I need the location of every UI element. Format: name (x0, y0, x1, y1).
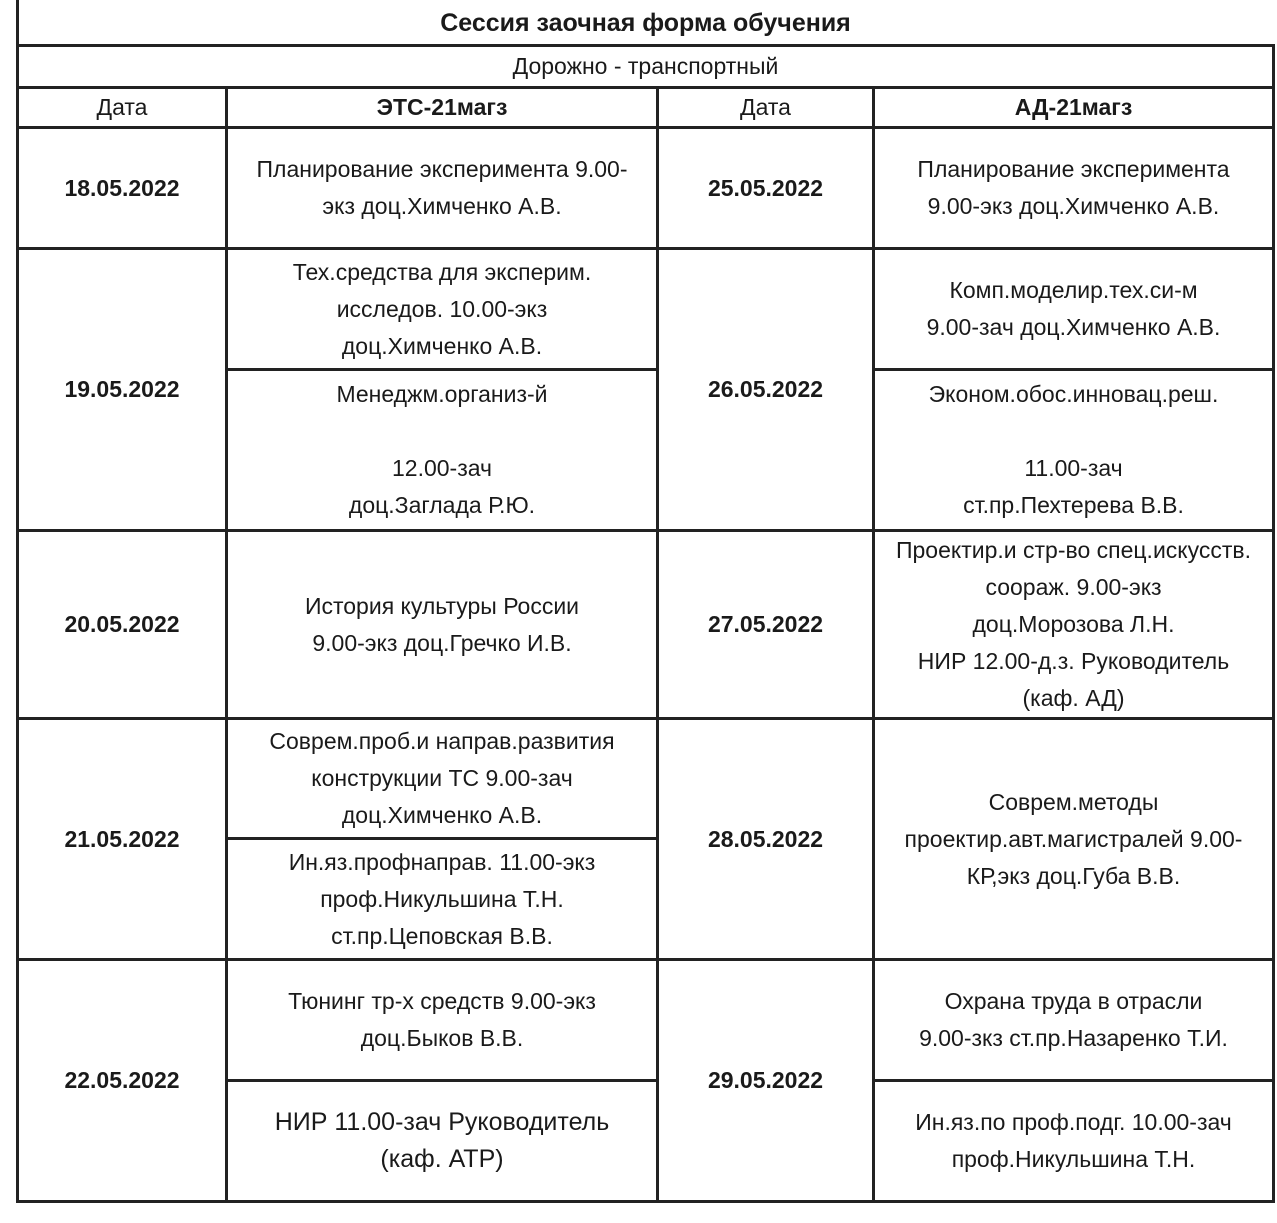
subject-cell: Эконом.обос.инновац.реш. 11.00-зач ст.пр.Пехтерева В.В. (874, 370, 1274, 531)
subject-cell: Соврем.проб.и направ.развития конструкции ТС 9.00-зач доц.Химченко А.В. (227, 719, 658, 839)
date-cell: 27.05.2022 (658, 531, 874, 719)
date-cell: 28.05.2022 (658, 719, 874, 960)
date-cell: 25.05.2022 (658, 128, 874, 249)
subject-cell: Охрана труда в отрасли 9.00-зкз ст.пр.Назаренко Т.И. (874, 960, 1274, 1081)
table-row (18, 531, 1274, 719)
subject-cell: Тех.средства для эксперим. исследов. 10.00-экз доц.Химченко А.В. (227, 249, 658, 370)
subject-cell: Тюнинг тр-х средств 9.00-экз доц.Быков В.В. (227, 960, 658, 1081)
date-cell: 22.05.2022 (18, 960, 227, 1202)
header-group-right: АД-21магз (874, 88, 1274, 128)
date-cell: 26.05.2022 (658, 249, 874, 531)
subject-cell: Ин.яз.по проф.подг. 10.00-зач проф.Никульшина Т.Н. (874, 1081, 1274, 1202)
faculty-name: Дорожно - транспортный (18, 46, 1274, 88)
subject-cell: История культуры России 9.00-экз доц.Гречко И.В. (227, 531, 658, 719)
subject-cell: Проектир.и стр-во спец.искусств. соораж. 9.00-экз доц.Морозова Л.Н. НИР 12.00-д.з. Руководитель (каф. АД) (874, 531, 1274, 719)
table-row (18, 128, 1274, 249)
table-row (18, 249, 1274, 370)
page-title: Сессия заочная форма обучения (16, 0, 1272, 46)
date-cell: 20.05.2022 (18, 531, 227, 719)
subject-cell: Ин.яз.профнаправ. 11.00-экз проф.Никульшина Т.Н. ст.пр.Цеповская В.В. (227, 839, 658, 960)
subject-cell: Менеджм.организ-й 12.00-зач доц.Заглада Р.Ю. (227, 370, 658, 531)
schedule-table (16, 44, 1275, 1203)
header-row (18, 88, 1274, 128)
header-date-right: Дата (658, 88, 874, 128)
header-date-left: Дата (18, 88, 227, 128)
date-cell: 19.05.2022 (18, 249, 227, 531)
subject-cell: Соврем.методы проектир.авт.магистралей 9.00- КР,экз доц.Губа В.В. (874, 719, 1274, 960)
faculty-row (18, 46, 1274, 88)
date-cell: 18.05.2022 (18, 128, 227, 249)
subject-cell: НИР 11.00-зач Руководитель (каф. АТР) (227, 1081, 658, 1202)
table-row (18, 960, 1274, 1081)
table-row (18, 719, 1274, 839)
subject-cell: Комп.моделир.тех.си-м 9.00-зач доц.Химченко А.В. (874, 249, 1274, 370)
subject-cell: Планирование эксперимента 9.00-экз доц.Химченко А.В. (874, 128, 1274, 249)
date-cell: 29.05.2022 (658, 960, 874, 1202)
header-group-left: ЭТС-21магз (227, 88, 658, 128)
schedule-sheet (16, 0, 1272, 1197)
date-cell: 21.05.2022 (18, 719, 227, 960)
subject-cell: Планирование эксперимента 9.00- экз доц.Химченко А.В. (227, 128, 658, 249)
